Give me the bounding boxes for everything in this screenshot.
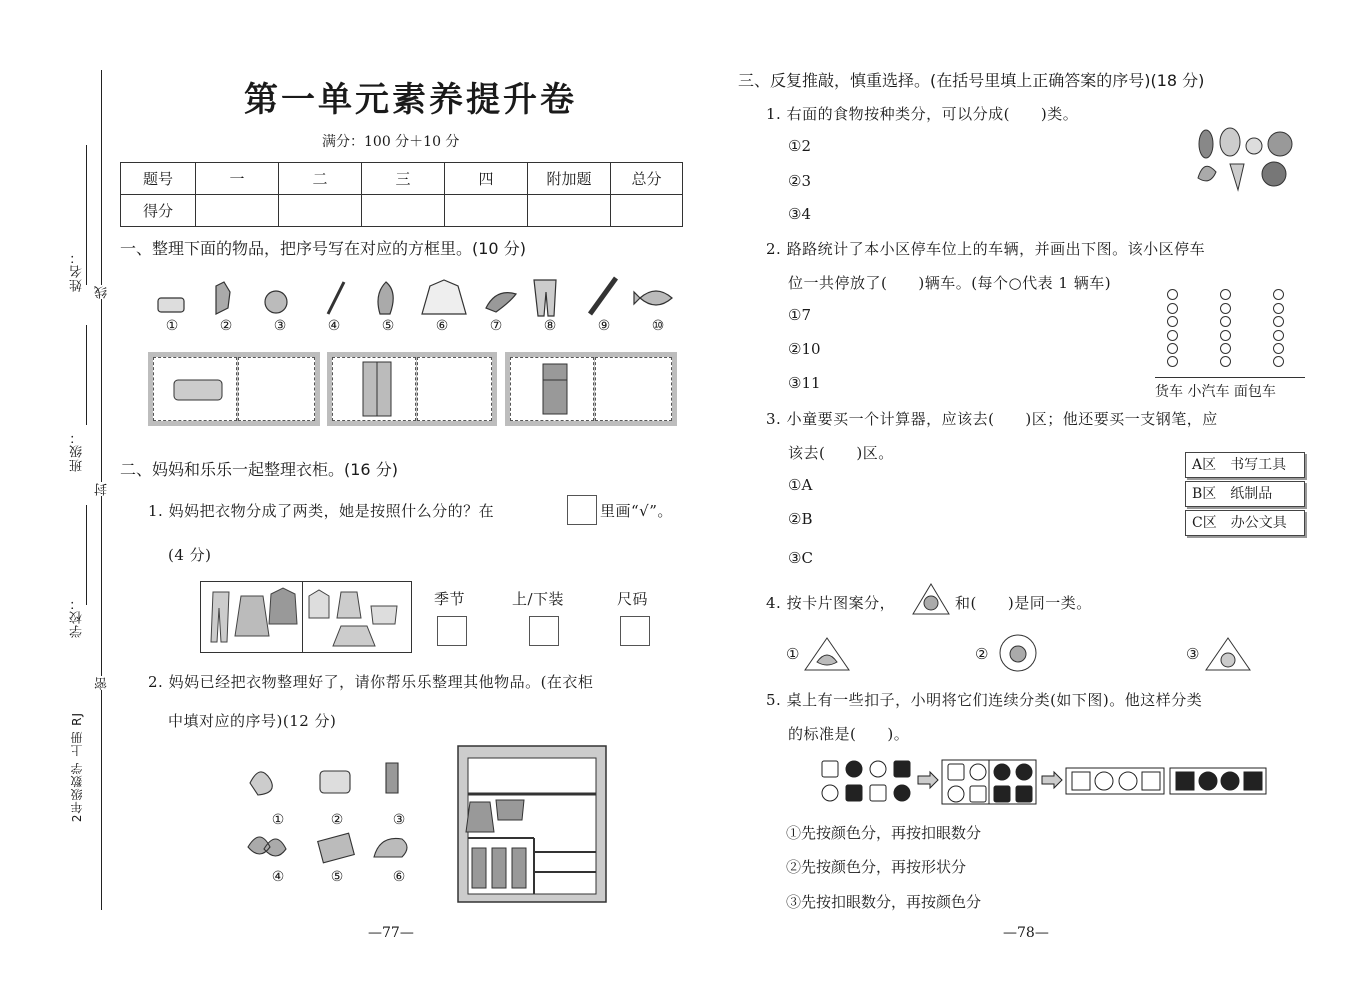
mittens-icon — [248, 837, 286, 856]
item-number: ③ — [273, 318, 287, 334]
down-jacket-icon — [235, 596, 269, 636]
q5-option-1[interactable]: ①先按颜色分，再按扣眼数分 — [786, 824, 982, 842]
vehicle-circle — [1273, 289, 1284, 300]
section3-heading: 三、反复推敲，慎重选择。(在括号里填上正确答案的序号)(18 分) — [738, 71, 1205, 90]
score-cell[interactable] — [196, 195, 279, 227]
q4-card-2 — [998, 633, 1038, 673]
q1-option-3[interactable]: ③4 — [788, 205, 811, 223]
size-check-box[interactable] — [620, 616, 650, 646]
page-title: 第一单元素养提升卷 — [244, 80, 577, 120]
pencil-icon — [328, 282, 344, 314]
left-page-number: —77— — [368, 925, 414, 941]
tshirt-icon — [309, 590, 329, 618]
eraser-icon — [158, 298, 184, 312]
tomato-icon — [1246, 138, 1262, 154]
item-number: ⑥ — [435, 318, 449, 334]
van-column — [1269, 287, 1287, 370]
scarf-icon — [386, 763, 398, 793]
apple-icon — [1221, 653, 1235, 667]
class-label: 班级： — [70, 430, 85, 472]
inline-check-box-sample — [567, 495, 597, 525]
score-table — [120, 162, 683, 227]
pants-icon — [534, 280, 556, 316]
vehicle-circle — [1220, 303, 1231, 314]
school-fill-line — [86, 505, 87, 605]
score-header: 二 — [279, 163, 362, 195]
wardrobe-shelf-picture — [456, 744, 608, 904]
fridge-picture — [510, 357, 594, 421]
wardrobe-picture — [332, 357, 416, 421]
option-label-top-bottom: 上/下装 — [512, 590, 565, 608]
car-column — [1216, 287, 1234, 370]
s2-q2-line1: 2. 妈妈已经把衣物整理好了，请你帮乐乐整理其他物品。(在衣柜 — [148, 673, 594, 691]
fridge-answer-box[interactable] — [595, 357, 672, 421]
item-number: ② — [330, 812, 344, 828]
cut-mark-secret: 密 — [95, 676, 110, 690]
vehicle-circle — [1220, 289, 1231, 300]
vehicle-circle — [1273, 316, 1284, 327]
section1-heading: 一、整理下面的物品，把序号写在对应的方框里。(10 分) — [120, 239, 526, 258]
score-cell[interactable] — [445, 195, 528, 227]
sweater-icon — [422, 280, 466, 314]
wardrobe-answer-box[interactable] — [417, 357, 492, 421]
option-label-size: 尺码 — [617, 590, 649, 608]
winter-pants-icon — [211, 592, 229, 642]
score-cell[interactable] — [528, 195, 611, 227]
shrimp-icon — [486, 293, 516, 312]
score-row-label: 得分 — [121, 195, 196, 227]
item-number: ⑤ — [381, 318, 395, 334]
hanging-coat-icon — [466, 802, 494, 832]
chart-baseline — [1155, 377, 1305, 378]
q5-line1: 5. 桌上有一些扣子，小明将它们连续分类(如下图)。他这样分类 — [766, 691, 1203, 709]
zone-b-sign: B区 纸制品 — [1185, 481, 1305, 507]
hanging-pants-icon — [472, 848, 526, 888]
score-header: 总分 — [611, 163, 683, 195]
fruit-icon — [265, 291, 287, 313]
q2-option-1[interactable]: ①7 — [788, 306, 811, 324]
cut-mark-line: 线 — [95, 285, 110, 299]
q2-option-2[interactable]: ②10 — [788, 340, 821, 358]
zone-c-sign: C区 办公文具 — [1185, 510, 1305, 536]
score-header: 题号 — [121, 163, 196, 195]
vehicle-circle — [1167, 303, 1178, 314]
button-sorting-diagram — [818, 758, 1270, 806]
option-label-season: 季节 — [434, 590, 466, 608]
eggplant-icon — [1199, 130, 1213, 158]
q5-option-2[interactable]: ②先按颜色分，再按形状分 — [786, 858, 967, 876]
q4-option-2[interactable]: ② — [975, 645, 989, 663]
item-number: ③ — [392, 812, 406, 828]
fish-icon — [634, 291, 672, 305]
watermelon-icon — [1262, 162, 1286, 186]
vehicle-circle — [1167, 289, 1178, 300]
right-page-number: —78— — [1003, 925, 1049, 941]
q3-option-3[interactable]: ③C — [788, 549, 813, 567]
score-header: 一 — [196, 163, 279, 195]
class-fill-line — [86, 325, 87, 425]
vehicle-circle — [1220, 343, 1231, 354]
pencil-case-answer-box[interactable] — [238, 357, 315, 421]
q4-card-3 — [1204, 636, 1252, 672]
q4-card-1 — [803, 636, 851, 672]
vehicle-circle — [1167, 356, 1178, 367]
pencil-case-icon — [174, 380, 222, 400]
vehicle-circle — [1220, 356, 1231, 367]
folded-shirt-icon — [318, 833, 355, 863]
q1-option-1[interactable]: ①2 — [788, 137, 811, 155]
q5-option-3[interactable]: ③先按扣眼数分，再按颜色分 — [786, 893, 982, 911]
zone-a-sign: A区 书写工具 — [1185, 452, 1305, 478]
section1-item-numbers — [150, 318, 690, 334]
q4-text-a: 4. 按卡片图案分， — [766, 594, 896, 612]
pencil-case-frame — [148, 352, 320, 426]
vehicle-circle — [1167, 316, 1178, 327]
book-label: 2年级数学 上册 RJ — [70, 712, 84, 823]
item-number: ⑥ — [392, 869, 406, 885]
item-number: ⑨ — [597, 318, 611, 334]
item-number: ② — [219, 318, 233, 334]
s2-q1-text-a: 1. 妈妈把衣物分成了两类，她是按照什么分的？在 — [148, 502, 495, 520]
tank-top-icon — [337, 592, 361, 618]
q1-text: 1. 右面的食物按种类分，可以分成( )类。 — [766, 105, 1079, 123]
q2-line1: 2. 路路统计了本小区停车位上的车辆，并画出下图。该小区停车 — [766, 240, 1206, 258]
ruler-icon — [590, 278, 616, 314]
top-bottom-check-box[interactable] — [529, 616, 559, 646]
section2-heading: 二、妈妈和乐乐一起整理衣柜。(16 分) — [120, 460, 398, 479]
wardrobe-frame — [327, 352, 497, 426]
folded-towel-icon — [320, 771, 350, 793]
score-cell[interactable] — [362, 195, 445, 227]
score-header: 四 — [445, 163, 528, 195]
score-header: 三 — [362, 163, 445, 195]
vehicle-circle — [1220, 316, 1231, 327]
cap-icon — [374, 838, 407, 857]
item-number: ④ — [271, 869, 285, 885]
q4-text-b: 和( )是同一类。 — [955, 594, 1092, 612]
vehicle-circle — [1273, 303, 1284, 314]
q4-option-1[interactable]: ① — [786, 645, 800, 663]
q5-line2: 的标准是( )。 — [788, 725, 910, 743]
item-number: ⑧ — [543, 318, 557, 334]
q4-reference-card — [911, 582, 951, 616]
socks-icon — [250, 772, 272, 795]
season-check-box[interactable] — [437, 616, 467, 646]
cut-mark-seal: 封 — [95, 482, 110, 496]
vehicle-circle — [1220, 330, 1231, 341]
coat-icon — [269, 588, 297, 624]
socks-icon — [216, 282, 230, 314]
q3-option-1[interactable]: ①A — [788, 476, 813, 494]
item-number: ④ — [327, 318, 341, 334]
score-cell[interactable] — [611, 195, 683, 227]
school-label: 学校： — [70, 596, 85, 638]
q1-option-2[interactable]: ②3 — [788, 172, 811, 190]
s2-q1-points: (4 分) — [168, 546, 212, 564]
item-number: ⑤ — [330, 869, 344, 885]
vehicle-circle — [1273, 356, 1284, 367]
pineapple-icon — [1220, 128, 1240, 156]
q2-option-3[interactable]: ③11 — [788, 374, 821, 392]
section1-items-illustration — [148, 272, 688, 320]
hanging-shorts-icon — [496, 800, 524, 820]
item-number: ⑦ — [489, 318, 503, 334]
spinach-icon — [1198, 166, 1216, 181]
fridge-icon — [543, 364, 567, 414]
item-number: ⑩ — [651, 318, 665, 334]
q4-option-3[interactable]: ③ — [1186, 645, 1200, 663]
peach-icon — [924, 596, 938, 610]
s2-q2-line2: 中填对应的序号)(12 分) — [168, 712, 337, 730]
vehicle-circle — [1273, 343, 1284, 354]
full-score: 满分：100 分＋10 分 — [322, 134, 460, 150]
clothes-groups-picture — [200, 581, 412, 653]
q2-line2: 位一共停放了( )辆车。(每个○代表 1 辆车) — [788, 274, 1112, 292]
grapes-icon — [1268, 132, 1292, 156]
pencil-case-picture — [153, 357, 237, 421]
cabbage-icon — [378, 282, 393, 314]
carrot-icon — [1230, 164, 1244, 190]
score-cell[interactable] — [279, 195, 362, 227]
skirt-icon — [333, 626, 375, 646]
vehicle-chart-labels: 货车 小汽车 面包车 — [1155, 384, 1276, 400]
item-number: ① — [271, 812, 285, 828]
q3-line2: 该去( )区。 — [788, 444, 894, 462]
item-number: ① — [165, 318, 179, 334]
q3-option-2[interactable]: ②B — [788, 510, 813, 528]
vehicle-circle — [1167, 343, 1178, 354]
food-items-picture — [1192, 122, 1308, 192]
vehicle-circle — [1273, 330, 1284, 341]
truck-column — [1163, 287, 1181, 370]
shorts-icon — [371, 606, 397, 624]
name-label: 姓名： — [70, 250, 85, 292]
q3-line1: 3. 小童要买一个计算器，应该去( )区；他还要买一支钢笔，应 — [766, 410, 1218, 428]
s2-q1-text-b: 里画“√”。 — [600, 502, 673, 520]
fridge-frame — [505, 352, 677, 426]
vehicle-circle — [1167, 330, 1178, 341]
peach-icon — [1010, 646, 1026, 662]
score-header: 附加题 — [528, 163, 611, 195]
